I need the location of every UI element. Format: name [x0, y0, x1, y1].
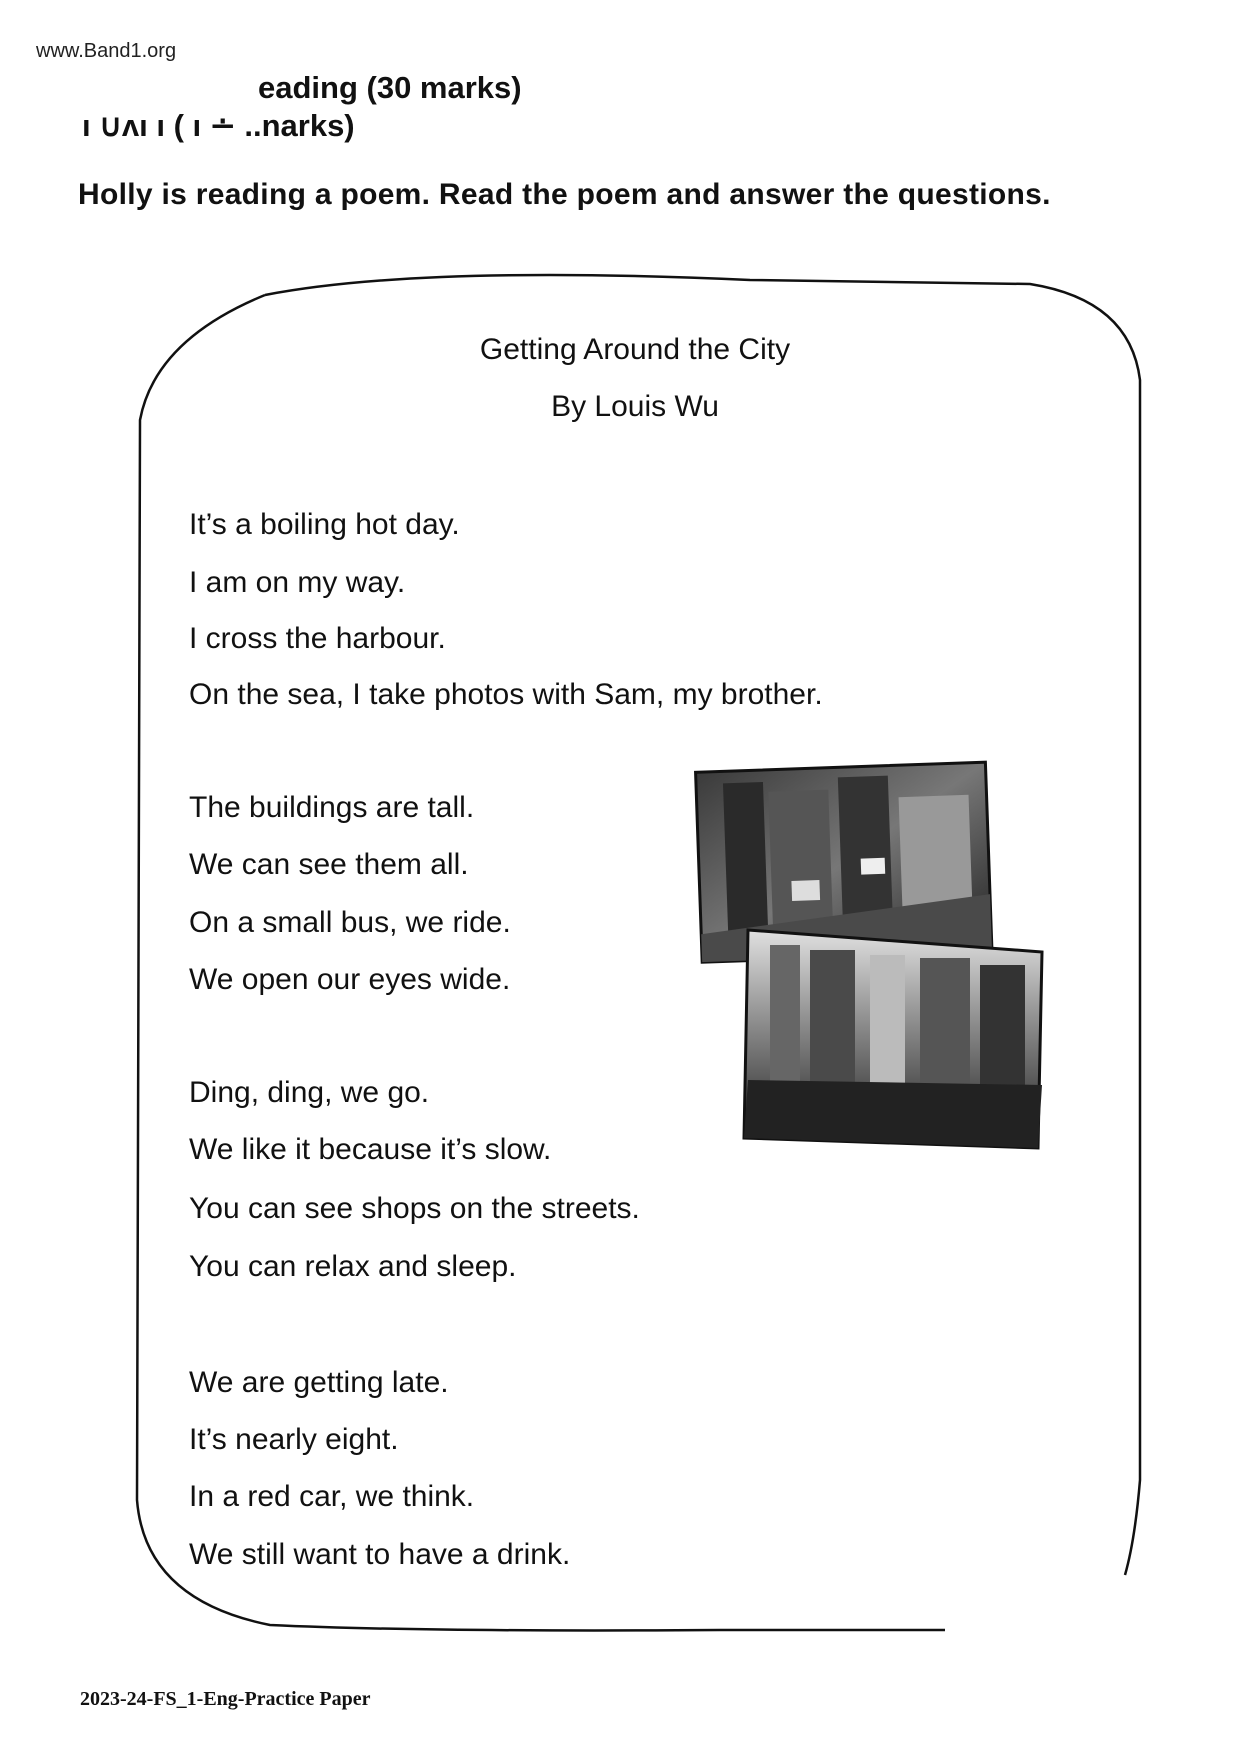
poem-line: The buildings are tall.: [189, 791, 475, 824]
instruction: Holly is reading a poem. Read the poem and answer the questions.: [78, 178, 1051, 211]
poem-line: On a small bus, we ride.: [189, 906, 511, 939]
poem-author: By Louis Wu: [551, 390, 719, 423]
poem-line: Ding, ding, we go.: [189, 1076, 430, 1109]
street-photo: [744, 930, 1042, 1148]
poem-line: We are getting late.: [189, 1366, 449, 1399]
poem-line: I am on my way.: [189, 566, 406, 599]
paper-code: 2023-24-FS_1-Eng-Practice Paper: [80, 1688, 371, 1710]
poem-line: In a red car, we think.: [189, 1480, 475, 1513]
poem-line: You can see shops on the streets.: [189, 1192, 640, 1225]
poem-line: On the sea, I take photos with Sam, my brother.: [189, 678, 823, 711]
poem-line: We still want to have a drink.: [189, 1538, 571, 1571]
poem-line: We can see them all.: [189, 848, 469, 881]
poem-line: You can relax and sleep.: [189, 1250, 517, 1283]
subsection-title: ı ∪ʌı ı ( ı ∸ ..narks): [82, 108, 355, 143]
poem-line: It’s a boiling hot day.: [189, 508, 460, 541]
poem-line: It’s nearly eight.: [189, 1423, 399, 1456]
street-photo: [696, 762, 992, 962]
poem-line: We like it because it’s slow.: [189, 1133, 552, 1166]
city-photos-illustration: [690, 740, 1060, 1160]
poem-line: I cross the harbour.: [189, 622, 446, 655]
poem-title: Getting Around the City: [479, 333, 791, 366]
poem-line: We open our eyes wide.: [189, 963, 511, 996]
section-title: eading (30 marks): [258, 70, 522, 105]
watermark: www.Band1.org: [36, 40, 177, 62]
